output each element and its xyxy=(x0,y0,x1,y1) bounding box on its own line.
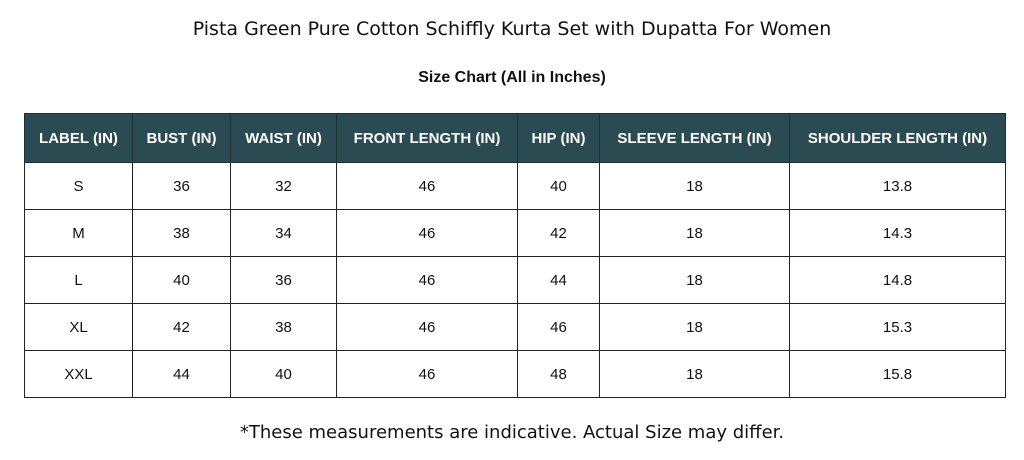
cell-waist: 36 xyxy=(231,257,337,304)
cell-label: XXL xyxy=(25,351,133,398)
cell-hip: 40 xyxy=(518,163,600,210)
size-chart-subtitle: Size Chart (All in Inches) xyxy=(418,69,606,86)
cell-sleeve-length: 18 xyxy=(600,304,790,351)
cell-shoulder-length: 14.8 xyxy=(790,257,1006,304)
cell-hip: 46 xyxy=(518,304,600,351)
cell-label: M xyxy=(25,210,133,257)
header-label: LABEL (IN) xyxy=(25,114,133,163)
cell-bust: 40 xyxy=(133,257,231,304)
cell-shoulder-length: 15.8 xyxy=(790,351,1006,398)
table-row xyxy=(25,257,1006,304)
cell-waist: 34 xyxy=(231,210,337,257)
cell-waist: 32 xyxy=(231,163,337,210)
cell-sleeve-length: 18 xyxy=(600,210,790,257)
table-header-row xyxy=(25,114,1006,163)
cell-hip: 44 xyxy=(518,257,600,304)
header-sleeve-length: SLEEVE LENGTH (IN) xyxy=(600,114,790,163)
cell-front-length: 46 xyxy=(337,257,518,304)
cell-label: S xyxy=(25,163,133,210)
cell-waist: 38 xyxy=(231,304,337,351)
table-row xyxy=(25,163,1006,210)
cell-sleeve-length: 18 xyxy=(600,351,790,398)
cell-shoulder-length: 13.8 xyxy=(790,163,1006,210)
cell-front-length: 46 xyxy=(337,351,518,398)
cell-label: L xyxy=(25,257,133,304)
header-hip: HIP (IN) xyxy=(518,114,600,163)
header-waist: WAIST (IN) xyxy=(231,114,337,163)
disclaimer-note: *These measurements are indicative. Actual Size may differ. xyxy=(239,422,785,443)
header-shoulder-length: SHOULDER LENGTH (IN) xyxy=(790,114,1006,163)
table-row xyxy=(25,351,1006,398)
header-front-length: FRONT LENGTH (IN) xyxy=(337,114,518,163)
cell-hip: 48 xyxy=(518,351,600,398)
header-bust: BUST (IN) xyxy=(133,114,231,163)
cell-label: XL xyxy=(25,304,133,351)
cell-front-length: 46 xyxy=(337,210,518,257)
cell-shoulder-length: 14.3 xyxy=(790,210,1006,257)
cell-bust: 36 xyxy=(133,163,231,210)
cell-sleeve-length: 18 xyxy=(600,163,790,210)
cell-bust: 38 xyxy=(133,210,231,257)
cell-front-length: 46 xyxy=(337,304,518,351)
cell-waist: 40 xyxy=(231,351,337,398)
cell-bust: 44 xyxy=(133,351,231,398)
table-row xyxy=(25,304,1006,351)
page-title: Pista Green Pure Cotton Schiffly Kurta Set with Dupatta For Women xyxy=(192,18,832,40)
table-row xyxy=(25,210,1006,257)
size-chart-table xyxy=(24,113,1006,398)
cell-shoulder-length: 15.3 xyxy=(790,304,1006,351)
cell-bust: 42 xyxy=(133,304,231,351)
cell-sleeve-length: 18 xyxy=(600,257,790,304)
cell-hip: 42 xyxy=(518,210,600,257)
cell-front-length: 46 xyxy=(337,163,518,210)
